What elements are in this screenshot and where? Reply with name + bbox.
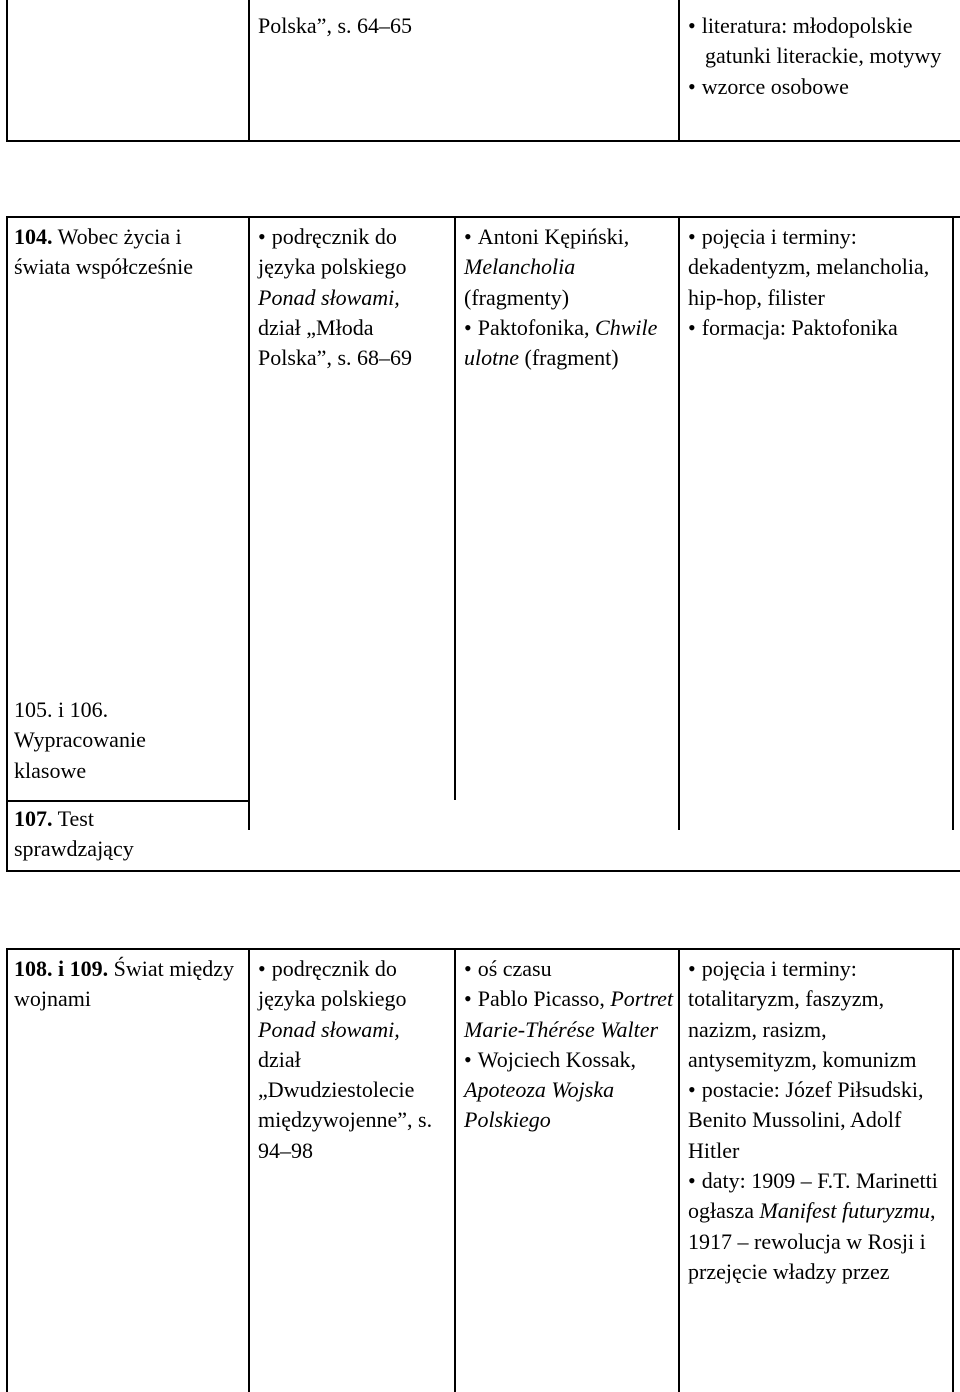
- topics-continuation: [258, 11, 448, 41]
- texts-list: [464, 954, 674, 1136]
- concepts-list: [688, 954, 950, 1287]
- table-border: [678, 216, 680, 830]
- texts-list: [464, 222, 674, 373]
- textbook-continuation: Polska”, s. 64–65: [258, 13, 412, 38]
- bullet-item: • literatura: młodopolskie gatunki literackie, motywy: [688, 13, 942, 69]
- bullet-item: • wzorce osobowe: [688, 73, 849, 99]
- table-border: [454, 948, 456, 1392]
- table-border: [248, 216, 250, 830]
- lesson-title: [14, 695, 214, 786]
- lesson-name: Wypracowanie klasowe: [14, 727, 146, 783]
- table-border: [6, 948, 960, 950]
- textbook-reference: [258, 954, 448, 1166]
- lesson-title: [14, 954, 242, 1015]
- lesson-number: 108. i 109.: [14, 956, 109, 981]
- table-border: [248, 948, 250, 1392]
- bullet-item: • pojęcia i terminy: dekadentyzm, melancholia, hip-hop, filister: [688, 224, 930, 310]
- bullet-item: • Paktofonika, Chwile ulotne (fragment): [464, 314, 658, 371]
- lesson-name: Wobec życia i świata współcześnie: [14, 224, 193, 280]
- table-border: [952, 216, 954, 830]
- table-border: [6, 870, 960, 872]
- bullet-item: • Antoni Kępiński, Melancholia (fragmenty): [464, 224, 630, 310]
- lesson-name: Test sprawdzający: [14, 806, 134, 862]
- bullet-item: • pojęcia i terminy: totalitaryzm, faszyzm, nazizm, rasizm, antysemityzm, komunizm: [688, 956, 917, 1072]
- table-border: [6, 948, 8, 1392]
- bullet-item: • postacie: Józef Piłsudski, Benito Mussolini, Adolf Hitler: [688, 1077, 924, 1163]
- table-border: [6, 140, 960, 142]
- lesson-number: 107.: [14, 806, 53, 831]
- bullet-item: • daty: 1909 – F.T. Marinetti ogłasza Manifest futuryzmu, 1917 – rewolucja w Rosji i przejęcie władzy przez: [688, 1168, 938, 1284]
- table-border: [6, 800, 250, 802]
- table-border: [6, 216, 960, 218]
- table-border: [248, 0, 250, 141]
- table-border: [6, 0, 8, 141]
- bullet-item: • podręcznik do języka polskiego Ponad słowami, dział „Młoda Polska”, s. 68–69: [258, 224, 412, 371]
- bullet-item: • Pablo Picasso, Portret Marie-Thérése Walter: [464, 986, 674, 1042]
- lesson-number: 104.: [14, 224, 53, 249]
- table-border: [952, 948, 954, 1392]
- bullet-item: • Wojciech Kossak, Apoteoza Wojska Polskiego: [464, 1046, 636, 1133]
- bullet-item: • formacja: Paktofonika: [688, 314, 898, 340]
- lesson-title: [14, 222, 242, 283]
- bullet-item: • podręcznik do języka polskiego Ponad słowami, dział „Dwudziestolecie międzywojenne”, s. 94–98: [258, 956, 433, 1163]
- textbook-reference: [258, 222, 448, 373]
- bullet-item: • oś czasu: [464, 956, 552, 981]
- table-border: [6, 216, 8, 871]
- lesson-name: Świat między wojnami: [14, 956, 234, 1012]
- table-border: [678, 0, 680, 141]
- table-border: [454, 216, 456, 800]
- concepts-continuation: [688, 11, 950, 102]
- table-border: [678, 948, 680, 1392]
- concepts-list: [688, 222, 950, 343]
- lesson-number: 105. i 106.: [14, 697, 109, 722]
- lesson-title: [14, 804, 214, 865]
